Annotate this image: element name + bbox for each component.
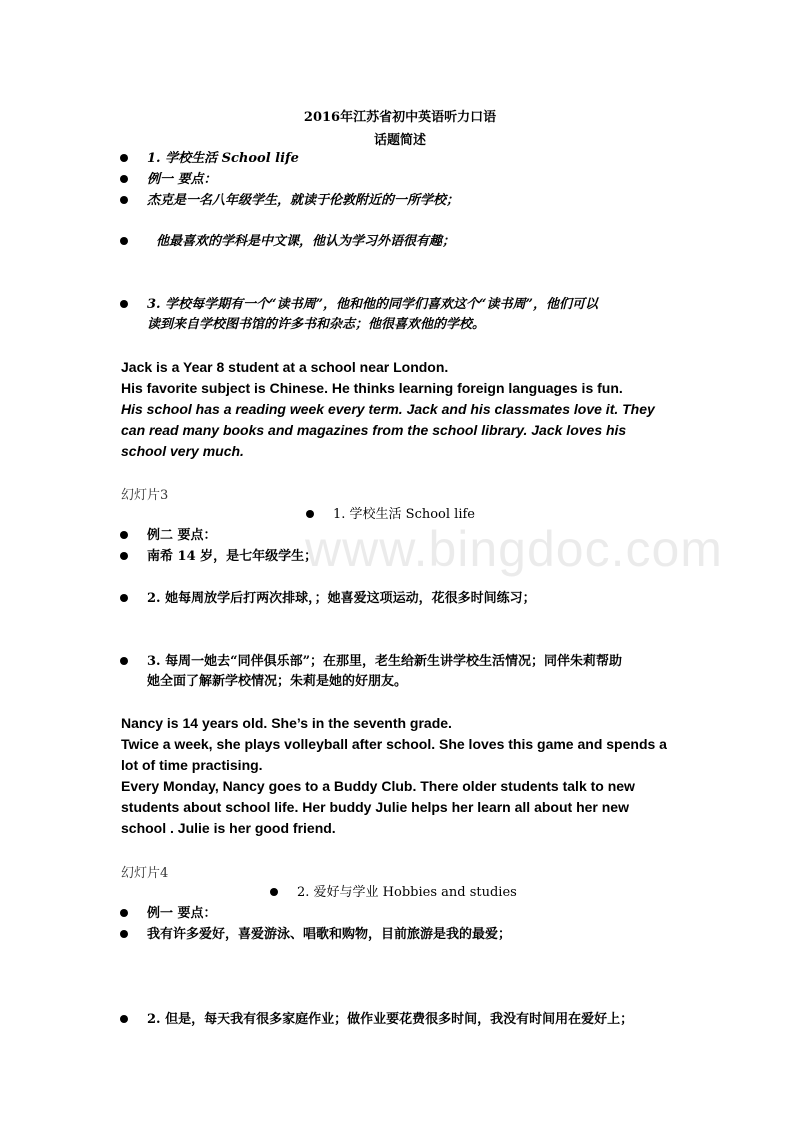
watermark: www.bingdoc.com [305, 521, 723, 577]
example-label: 例一 要点： [147, 172, 217, 187]
bullet-icon [270, 888, 278, 896]
bullet-icon [120, 552, 128, 560]
list-item [120, 232, 455, 252]
english-passage [121, 357, 655, 462]
bullet-icon [120, 300, 128, 308]
list-item [120, 652, 622, 692]
list-item [120, 1010, 633, 1030]
example-label: 例二 要点： [147, 528, 217, 543]
key-point: 2. 她每周放学后打两次排球，；她喜爱这项运动，花很多时间练习； [147, 591, 536, 606]
list-item [120, 149, 299, 169]
passage-line: school very much. [121, 443, 244, 459]
document-subtitle: 话题简述 [373, 133, 426, 148]
key-point-line: 3. 每周一她去“同伴俱乐部”；在那里，老生给新生讲学校生活情况；同伴朱莉帮助 [147, 654, 623, 669]
passage-line: students about school life. Her buddy Julie helps her learn all about her new [121, 799, 629, 815]
bullet-icon [120, 237, 128, 245]
bullet-icon [120, 657, 128, 665]
list-item [120, 526, 217, 546]
example-label: 例一 要点： [147, 906, 217, 921]
passage-line: His school has a reading week every term. Jack and his classmates love it. They [121, 401, 655, 417]
passage-line: lot of time practising. [121, 757, 263, 773]
bullet-icon [306, 510, 314, 518]
topic-heading: 2. 爱好与学业 Hobbies and studies [297, 885, 517, 900]
list-item [120, 547, 317, 567]
passage-line: Twice a week, she plays volleyball after school. She loves this game and spends a [121, 736, 667, 752]
topic-heading: 1. 学校生活 School life [147, 151, 299, 166]
list-item [120, 295, 598, 335]
key-point: 2. 但是，每天我有很多家庭作业；做作业要花费很多时间，我没有时间用在爱好上； [147, 1012, 634, 1027]
list-item [120, 191, 459, 211]
passage-line: Every Monday, Nancy goes to a Buddy Club. There older students talk to new [121, 778, 635, 794]
key-point-line: 她全面了解新学校情况；朱莉是她的好朋友。 [147, 674, 408, 689]
bullet-icon [120, 909, 128, 917]
passage-line: can read many books and magazines from the school library. Jack loves his [121, 422, 627, 438]
key-point-line: 读到来自学校图书馆的许多书和杂志；他很喜欢他的学校。 [147, 317, 486, 332]
bullet-icon [120, 930, 128, 938]
key-point: 我有许多爱好，喜爱游泳、唱歌和购物，目前旅游是我的最爱； [147, 927, 512, 942]
list-item [120, 589, 536, 609]
slide-label: 幻灯片3 [121, 488, 169, 503]
bullet-icon [120, 594, 128, 602]
document-title: 2016年江苏省初中英语听力口语 [303, 110, 497, 125]
passage-line: Nancy is 14 years old. She’s in the seventh grade. [121, 715, 452, 731]
english-passage [121, 713, 667, 839]
bullet-icon [120, 1015, 128, 1023]
key-point: 他最喜欢的学科是中文课，他认为学习外语很有趣； [156, 234, 456, 249]
bullet-icon [120, 154, 128, 162]
list-item [120, 904, 217, 924]
bullet-icon [120, 175, 128, 183]
bullet-icon [120, 196, 128, 204]
key-point: 南希 14 岁，是七年级学生； [147, 549, 318, 564]
list-item [120, 925, 511, 945]
topic-heading: 1. 学校生活 School life [333, 507, 475, 522]
key-point [147, 652, 622, 692]
list-item [120, 170, 217, 190]
key-point [147, 295, 598, 335]
bullet-icon [120, 531, 128, 539]
list-item [270, 883, 517, 903]
passage-line: Jack is a Year 8 student at a school near London. [121, 359, 449, 375]
slide-label: 幻灯片4 [121, 866, 169, 881]
passage-line: school . Julie is her good friend. [121, 820, 336, 836]
key-point-line: 3. 学校每学期有一个“读书周”，他和他的同学们喜欢这个“读书周”，他们可以 [147, 297, 599, 312]
key-point: 杰克是一名八年级学生，就读于伦敦附近的一所学校； [147, 193, 460, 208]
passage-line: His favorite subject is Chinese. He thinks learning foreign languages is fun. [121, 380, 623, 396]
